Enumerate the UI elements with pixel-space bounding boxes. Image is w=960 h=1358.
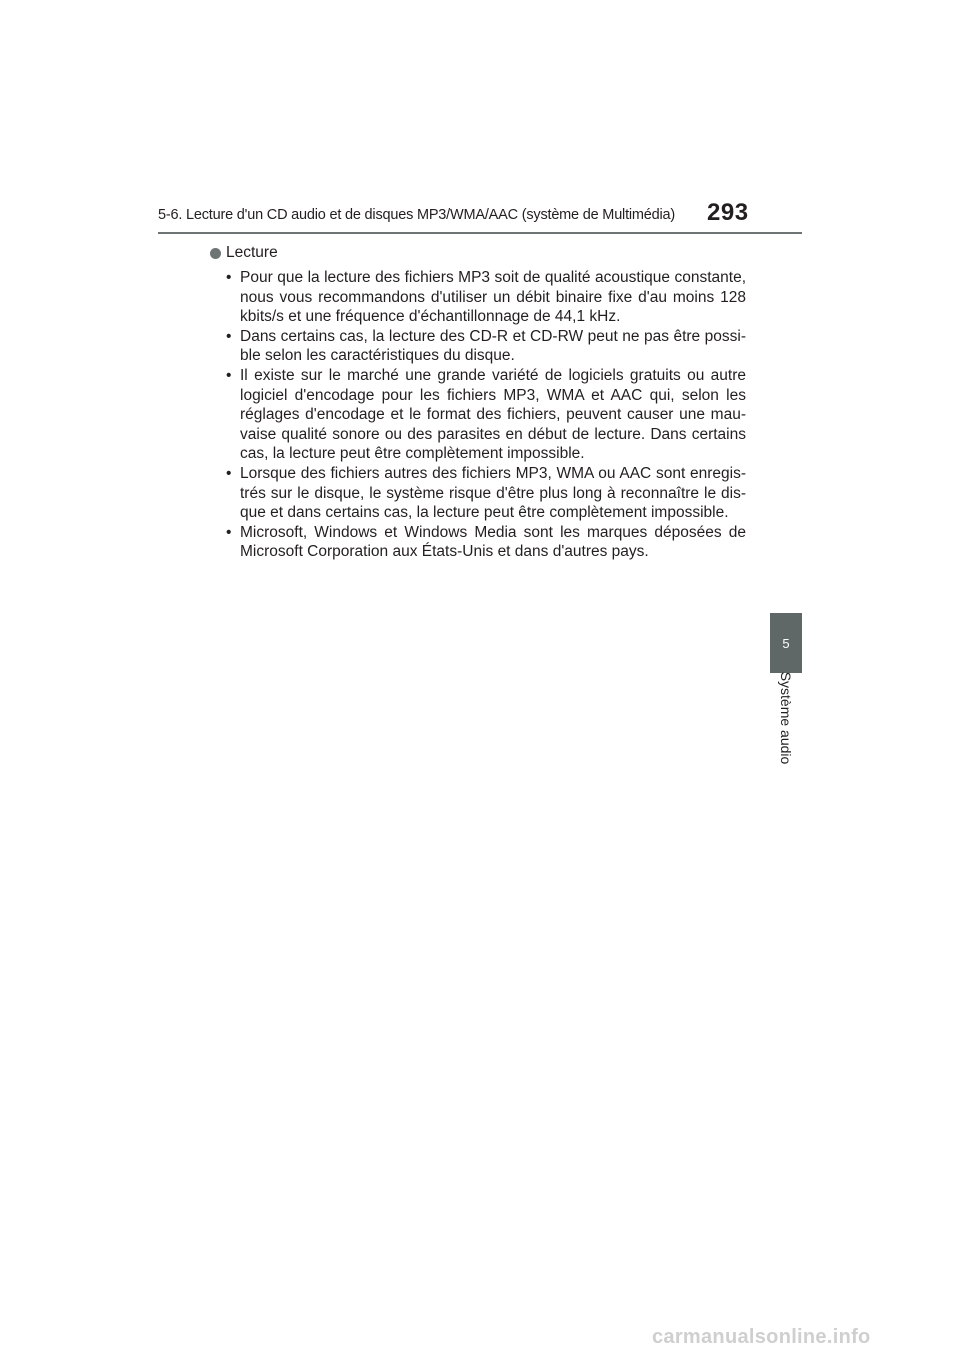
bullet-mark: •: [226, 327, 232, 345]
list-item-text: Lorsque des fichiers autres des fichiers MP3, WMA ou AAC sont enregis-trés sur le disque, le système risque d'être plus long à reconnaître le dis-que et dans certains cas, la lecture peut être complètement impossible.: [240, 464, 746, 522]
page-number: 293: [707, 199, 749, 226]
bullet-mark: •: [226, 269, 232, 286]
list-item: [210, 464, 746, 523]
list-item: [210, 523, 746, 562]
list-item: [210, 327, 746, 366]
section-lecture: [210, 243, 746, 562]
header-divider: [158, 232, 802, 234]
running-header: 5-6. Lecture d'un CD audio et de disques MP3/WMA/AAC (système de Multimédia): [158, 207, 676, 223]
bullet-mark: •: [226, 464, 232, 482]
list-item: [210, 268, 746, 327]
bullet-mark: •: [226, 523, 232, 541]
chapter-number: 5: [782, 635, 790, 651]
watermark: carmanualsonline.info: [652, 1326, 871, 1348]
section-heading: [210, 243, 746, 263]
list-item: [210, 366, 746, 464]
bullet-mark: •: [226, 366, 232, 384]
chapter-tab: [770, 613, 802, 673]
list-item-text: Microsoft, Windows et Windows Media sont les marques déposées de Microsoft Corporation aux États-Unis et dans d'autres pays.: [240, 523, 746, 561]
list-item-text: Dans certains cas, la lecture des CD-R et CD-RW peut ne pas être possi-ble selon les caractéristiques du disque.: [240, 327, 746, 365]
section-heading-text: Lecture: [226, 244, 278, 261]
list-item-text: Il existe sur le marché une grande variété de logiciels gratuits ou autre logiciel d'encodage pour les fichiers MP3, WMA et AAC qui, selon les réglages d'encodage et le format des fichiers, peuvent causer une mau-vaise qualité sonore ou des parasites en début de lecture. Dans certains cas, la lecture peut être complètement impossible.: [240, 366, 746, 463]
list-item-text: Pour que la lecture des fichiers MP3 soit de qualité acoustique constante, nous vous recommandons d'utiliser un débit binaire fixe d'au moins 128 kbits/s et une fréquence d'échantillonnage de 44,1 kHz.: [240, 269, 746, 326]
chapter-label: Système audio: [778, 671, 794, 765]
bullet-list: [210, 268, 746, 562]
heading-bullet-icon: [210, 248, 221, 259]
